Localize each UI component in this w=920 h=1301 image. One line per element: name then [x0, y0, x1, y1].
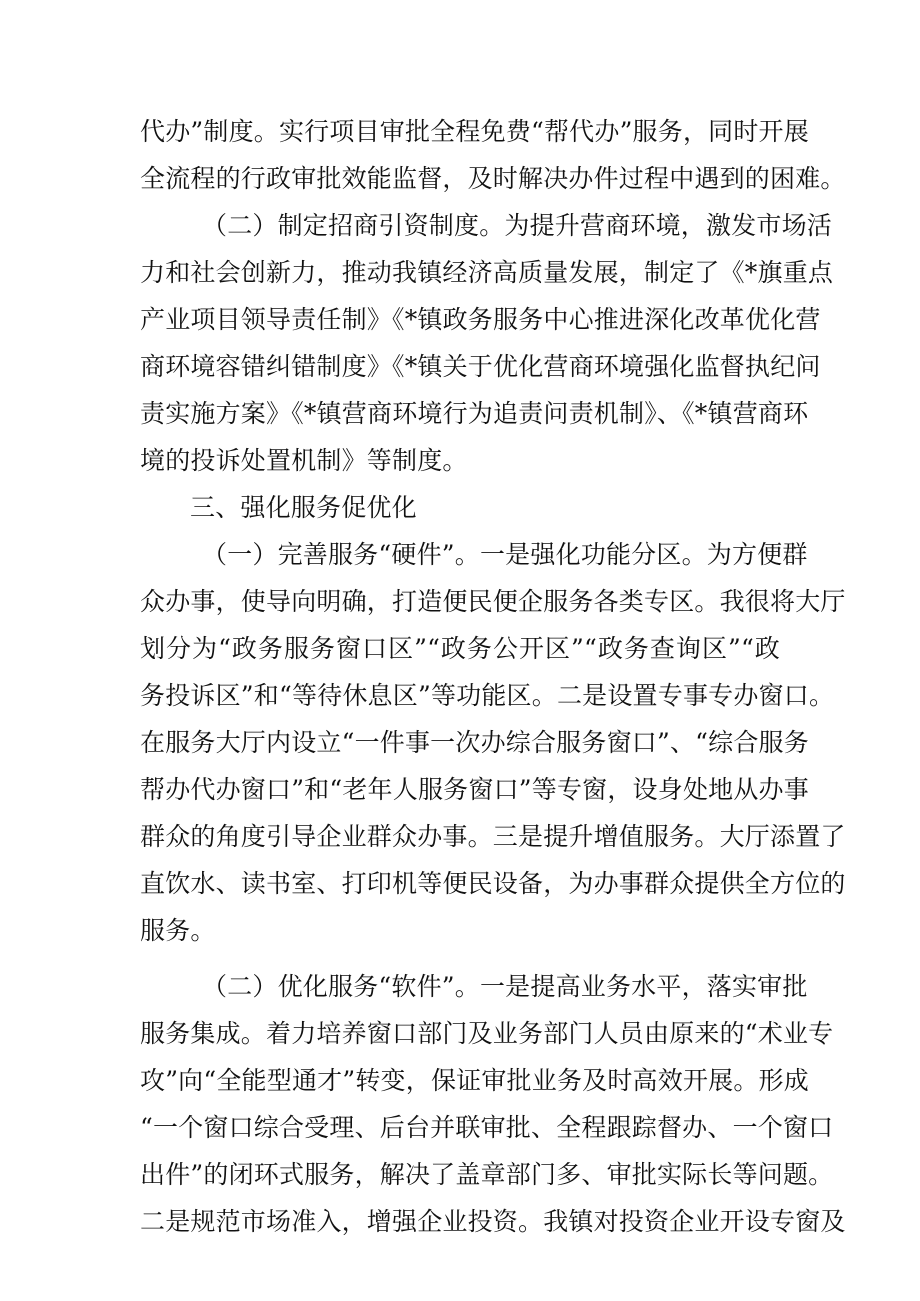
paragraph-line: （二）优化服务“软件”。一是提高业务水平，落实审批 [202, 972, 808, 1001]
paragraph-line: 在服务大厅内设立“一件事一次办综合服务窗口”、“综合服务 [140, 728, 809, 757]
paragraph-line: 直饮水、读书室、打印机等便民设备，为办事群众提供全方位的 [140, 869, 846, 898]
section-heading: 三、强化服务促优化 [190, 493, 417, 522]
paragraph-line: 众办事，使导向明确，打造便民便企服务各类专区。我很将大厅 [140, 587, 846, 616]
paragraph-line: 全流程的行政审批效能监督，及时解决办件过程中遇到的困难。 [140, 164, 846, 193]
paragraph-line: “一个窗口综合受理、后台并联审批、全程跟踪督办、一个窗口 [140, 1113, 834, 1142]
paragraph-line: 出件”的闭环式服务，解决了盖章部门多、审批实际长等问题。 [140, 1160, 834, 1189]
paragraph-line: 二是规范市场准入，增强企业投资。我镇对投资企业开设专窗及 [140, 1207, 846, 1236]
paragraph-line: 务投诉区”和“等待休息区”等功能区。二是设置专事专办窗口。 [140, 681, 835, 710]
paragraph-line: 划分为“政务服务窗口区”“政务公开区”“政务查询区”“政 [140, 634, 780, 663]
paragraph-line: （一）完善服务“硬件”。一是强化功能分区。为方便群 [202, 540, 808, 569]
paragraph-line: 帮办代办窗口”和“老年人服务窗口”等专窗，设身处地从办事 [140, 775, 809, 804]
paragraph-line: 服务集成。着力培养窗口部门及业务部门人员由原来的“术业专 [140, 1019, 834, 1048]
paragraph-line: 境的投诉处置机制》等制度。 [140, 446, 468, 475]
paragraph-line: （二）制定招商引资制度。为提升营商环境，激发市场活 [202, 211, 833, 240]
paragraph-line: 商环境容错纠错制度》《*镇关于优化营商环境强化监督执纪问 [140, 352, 821, 381]
paragraph-line: 产业项目领导责任制》《*镇政务服务中心推进深化改革优化营 [140, 305, 821, 334]
paragraph-line: 代办”制度。实行项目审批全程免费“帮代办”服务，同时开展 [140, 117, 809, 146]
paragraph-line: 群众的角度引导企业群众办事。三是提升增值服务。大厅添置了 [140, 822, 846, 851]
paragraph-line: 服务。 [140, 916, 216, 945]
paragraph-line: 力和社会创新力，推动我镇经济高质量发展，制定了《*旗重点 [140, 258, 834, 287]
paragraph-line: 责实施方案》《*镇营商环境行为追责问责机制》、《*镇营商环 [140, 399, 809, 428]
paragraph-line: 攻”向“全能型通才”转变，保证审批业务及时高效开展。形成 [140, 1066, 809, 1095]
